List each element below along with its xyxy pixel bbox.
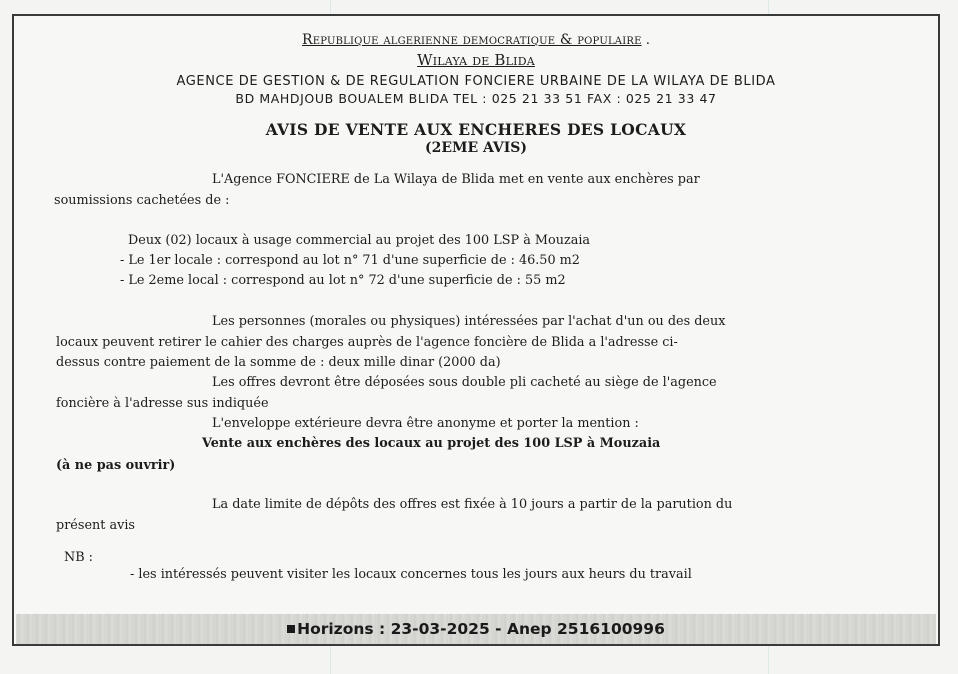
- paragraph-1-line-2: locaux peuvent retirer le cahier des charges auprès de l'agence foncière de Blida a l'adresse ci-: [56, 335, 678, 350]
- republic-header: [14, 32, 938, 49]
- nb-label: NB :: [64, 550, 93, 565]
- wilaya-title: Wilaya de Blida: [417, 51, 535, 69]
- paragraph-1-line-1: Les personnes (morales ou physiques) intéressées par l'achat d'un ou des deux: [212, 314, 726, 329]
- paragraph-2-line-1: Les offres devront être déposées sous double pli cacheté au siège de l'agence: [212, 375, 717, 390]
- items-intro: Deux (02) locaux à usage commercial au projet des 100 LSP à Mouzaia: [128, 233, 591, 248]
- republic-title: Republique algerienne democratique & populaire: [302, 32, 642, 48]
- deadline-line-2: présent avis: [56, 518, 135, 533]
- paragraph-3-line-1: L'enveloppe extérieure devra être anonyme et porter la mention :: [212, 416, 639, 431]
- deadline-line-1: La date limite de dépôts des offres est fixée à 10 jours a partir de la parution du: [212, 497, 733, 512]
- bullet-square-icon: [287, 625, 295, 633]
- agency-address: BD MAHDJOUB BOUALEM BLIDA TEL : 025 21 33 51 FAX : 025 21 33 47: [235, 91, 717, 106]
- item-2: - Le 2eme local : correspond au lot n° 72 d'une superficie de : 55 m2: [120, 273, 566, 288]
- publication-text: Horizons : 23-03-2025 - Anep 2516100996: [297, 620, 665, 638]
- nb-text: - les intéressés peuvent visiter les locaux concernes tous les jours aux heurs du travail: [130, 567, 692, 582]
- paragraph-2-line-2: foncière à l'adresse sus indiquée: [56, 396, 269, 411]
- publication-footer: [14, 620, 938, 638]
- notice-frame: [12, 14, 940, 646]
- notice-title: AVIS DE VENTE AUX ENCHERES DES LOCAUX: [265, 120, 687, 139]
- republic-trail: .: [645, 33, 650, 48]
- intro-line-2: soumissions cachetées de :: [54, 193, 230, 208]
- paragraph-1-line-3: dessus contre paiement de la somme de : deux mille dinar (2000 da): [56, 355, 501, 370]
- agency-name: AGENCE DE GESTION & DE REGULATION FONCIERE URBAINE DE LA WILAYA DE BLIDA: [176, 74, 776, 89]
- item-1: - Le 1er locale : correspond au lot n° 71 d'une superficie de : 46.50 m2: [120, 253, 580, 268]
- intro-line-1: L'Agence FONCIERE de La Wilaya de Blida met en vente aux enchères par: [212, 172, 700, 187]
- do-not-open-note: (à ne pas ouvrir): [56, 458, 176, 473]
- notice-subtitle: (2EME AVIS): [424, 140, 528, 156]
- envelope-mention: Vente aux enchères des locaux au projet des 100 LSP à Mouzaia: [202, 436, 661, 451]
